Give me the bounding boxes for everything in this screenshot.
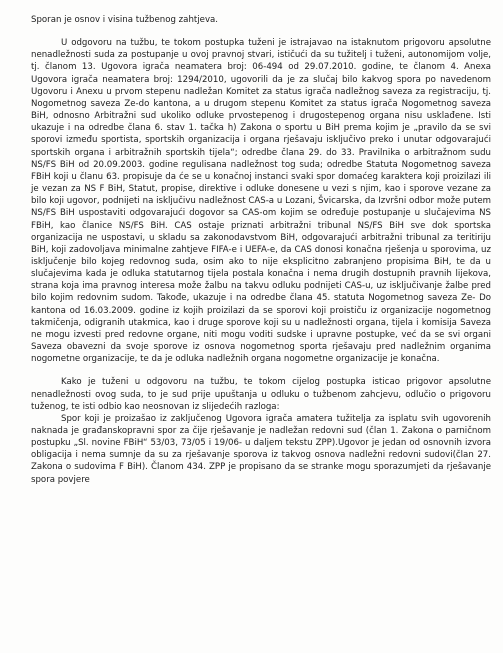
document-heading: Sporan je osnov i visina tužbenog zahtjeva.	[31, 15, 219, 25]
paragraph-court-decision-on-objection: Kako je tuženi u odgovoru na tužbu, te tokom cijelog postupka isticao prigovor apsolutne nenadležnosti ovog suda, to je sud prije upuštanja u odluku o tužbenom zahcjevu, odlučio o prigovoru tuženog, te isti odbio kao neosnovan iz slijedećih razloga:	[31, 377, 491, 412]
paragraph-dispute-reasoning: Spor koji je proizašao iz zaključenog Ugovora igrača amatera tužitelja za isplatu svih ugovorenih naknada je građanskopravni spor za čije rješavanje je nadležan redovni sud (član 1. Zakona o parničnom postupku „Sl. novine FBiH“ 53/03, 73/05 i 19/06- u daljem tekstu ZPP).Ugovor je jedan od osnovnih izvora obligacija i nema sumnje da su za rješavanje sporova iz takvog osnova nadležni redovni sudovi(član 27. Zakona o sudovima F BiH). Članom 434. ZPP je propisano da se stranke mogu sporazumjeti da rješavanje spora povjere	[31, 413, 491, 485]
paragraph-response-to-lawsuit: U odgovoru na tužbu, te tokom postupka tuženi je istrajavao na istaknutom prigovoru apsolutne nenadležnosti suda za postupanje u ovoj pravnoj stvari, ističući da su tužitelj i tuženi, autonomijom volje, tj. članom 13. Ugovora igrača neamatera broj: 06-494 od 29.07.2010. godine, te članom 4. Anexa Ugovora igrača neamatera broj: 1294/2010, ugovorili da je za slučaj bilo kakvog spora po navedenom Ugovoru i Anexu u prvom stepenu nadležan Komitet za status igrača nadležnog saveza za registraciju, tj. Nogometnog saveza Ze-do kantona, a u drugom stepenu Komitet za status igrača Nogometnog saveza BiH, odnosno Arbitražni sud ukoliko odluke prvostepenog i drugostepenog organa nisu usklađene. Isti ukazuje i na odredbe člana 6. stav 1. tačka h) Zakona o sportu u BiH prema kojim je „pravilo da se svi sporovi između sportista, sportskih organizacija i organa rješavaju isključivo preko i unutar odgovarajući sportskih organa i arbitražnih sportskih tijela“; odredbe člana 29. do 33. Pravilnika o arbitražnom sudu NS/FS BiH od 20.09.2003. godine regulisana nadležnost tog suda; odredbe Statuta Nogometnog saveza FBiH koji u članu 63. propisuje da će se u konačnoj instanci svaki spor domaćeg karaktera koji proizilazi ili je vezan za NS F BiH, Statut, propise, direktive i odluke donesene u vezi s njim, kao i sporove vezane za bilo koji ugovor, podnijeti na isključivu nadležnost CAS-a u Lozani, Švicarska, da Izvršni odbor može putem NS/FS BiH uspostaviti odgovarajući dogovor sa CAS-om kojim se određuje postupanje u slučajevima NS FBiH, kao članice NS/FS BiH. CAS ostaje priznati arbitražni tribunal NS/FS BiH sve dok sportska organizacija ne uspostavi, u skladu sa zakonodavstvom BiH, odgovarajući arbitražni tribunal za teritiriju BiH, koji zadovoljava minimalne zahtjeve FIFA-e i UEFA-e, da CAS donosi konačna rješenja u sporovima, uz isključenje bilo kojeg redovnog suda, osim ako to nije eksplicitno zabranjeno propisima BiH, te da u slučajevima kada je odluka statutarnog tijela postala konačna i nema drugih dostupnih pravnih lijekova, strana koja ima pravnog interesa može žalbu na takvu odluku podnijeti CAS-u, uz isključivanje žalbe pred bilo kojim redovnim sudom. Takođe, ukazuje i na odredbe člana 45. statuta Nogometnog saveza Ze- Do kantona od 16.03.2009. godine iz kojih proizilazi da se sporovi koji proističu iz organizacije nogometnog takmičenja, odigranih utakmica, kao i druge sporove koji su u nadležnosti organa, tijela i komisija Saveza ne mogu izvesti pred redovne organe, niti mogu voditi sudske i upravne postupke, već da se svi organi Saveza obavezni da svoje sporove iz osnova nogometnog sporta rješavaju pred nadležnim organima nogometne organizacije, te da je odluka nadležnih organa nogometne organizacije je konačna.	[31, 38, 491, 365]
